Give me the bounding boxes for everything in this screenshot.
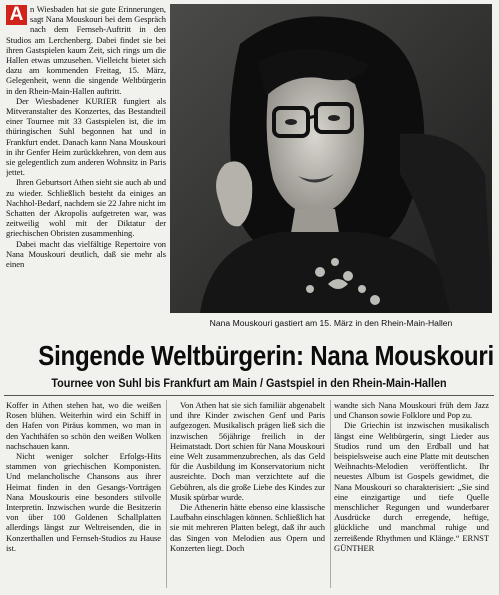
column-divider	[330, 400, 331, 588]
subheadline: Tournee von Suhl bis Frankfurt am Main / Gastspiel in den Rhein-Main-Hallen	[51, 376, 447, 390]
intro-paragraph-1: A n Wiesbaden hat sie gute Erinnerungen, sagt Nana Mouskouri bei dem Gespräch nach dem Fernseh-Auftritt in den Studios am Lerchenberg. Dabei findet sie bei ihren Gastspielen kaum Zeit, sich rings um die Hallen etwas umzusehen. Vielleicht bietet sich dazu am kommenden Freitag, 15. März, Gelegenheit, wenn die singende Weltbürgerin in den Rhein-Main-Hallen auftritt.	[6, 4, 166, 96]
column-divider	[166, 400, 167, 588]
col2-paragraph-1: Von Athen hat sie sich familiär abgenabelt und ihre Kinder zwischen Genf und Paris aufgezogen. Musikalisch prägen ließ sich die inzwischen 56jährige freilich in der Heimatstadt. Dort schien für Nana Mouskouri eine Welt zusammenzubrechen, als das Geld für die Ausbildung im Konservatorium nicht ausreichte. Doch man verzichtete auf die Gebühren, als die große Liebe des Kindes zur Musik spürbar wurde.	[170, 400, 325, 502]
intro-paragraph-4: Dabei macht das vielfältige Repertoire von Nana Mouskouri deutlich, daß sie mehr als einen	[6, 238, 166, 270]
intro-column	[6, 4, 166, 334]
col1-paragraph-2: Nicht weniger solcher Erfolgs-Hits stammen von griechischen Komponisten. Und melancholische Chansons aus ihrer Heimat finden in den Gesangs-Vorträgen Nana Mouskouris eine besonders stilvolle Interpretin. Inzwischen wurde die Besitzerin von über 100 Goldenen Schallplatten allerdings längst zur Weltreisenden, die in Konzerthallen und Fernseh-Studios zu Hause ist.	[6, 451, 161, 553]
body-column-1	[6, 400, 161, 590]
col1-paragraph-1: Koffer in Athen stehen hat, wo die weißen Rosen blühen. Weiterhin wird ein Schiff in den Hafen von Piräus kommen, wo man in den Yachthäfen so schön den weißen Wolken nachschauen kann.	[6, 400, 161, 451]
body-column-2	[170, 400, 325, 590]
body-column-3	[334, 400, 489, 590]
divider-rule	[4, 395, 494, 396]
headline: Singende Weltbürgerin: Nana Mouskouri	[38, 340, 494, 371]
drop-cap: A	[6, 5, 27, 25]
col2-paragraph-2: Die Athenerin hätte ebenso eine klassische Laufbahn einschlagen können. Schließlich hat sie mit mehreren Platten belegt, daß ihr auch das Singen von Melodien aus Opern und Konzerten liegt. Doch	[170, 502, 325, 553]
col3-paragraph-2: Die Griechin ist inzwischen musikalisch längst eine Weltbürgerin, singt Lieder aus Studios rund um den Erdball und hat beispielsweise auch eine Platte mit deutschen Weihnachts-Melodien veröffentlicht. Ihr neuestes Album ist Gospels gewidmet, die Nana Mouskouri so charakterisiert: „Sie sind eine einzigartige und tiefe Quelle menschlicher Regungen und wunderbarer Ausdrücke durch erregende, heftige, glückliche und manchmal ruhige und zerreißende Rhythmen und Klänge.“ ERNST GÜNTHER	[334, 420, 489, 553]
intro-paragraph-3: Ihren Geburtsort Athen sieht sie auch ab und zu wieder. Schließlich besteht da einiges an Nachhol-Bedarf, nachdem sie 22 Jahre nicht im Schatten der Akropolis aufgetreten war, was zeitweilig wohl mit der Diktatur der griechischen Obristen zusammenhing.	[6, 177, 166, 239]
author-signature: ERNST GÜNTHER	[334, 532, 489, 553]
col3-paragraph-1: wandte sich Nana Mouskouri früh dem Jazz und Chanson sowie Folklore und Pop zu.	[334, 400, 489, 421]
photo-caption: Nana Mouskouri gastiert am 15. März in den Rhein-Main-Hallen	[209, 318, 453, 328]
portrait-photo	[170, 4, 492, 313]
intro-paragraph-2: Der Wiesbadener KURIER fungiert als Mitveranstalter des Konzertes, das Bestandteil einer Tournee mit 33 Gastspielen ist, die im thüringischen Suhl begonnen hat und in Frankfurt endet. Danach kann Nana Mouskouri in ihr Genfer Heim zurückkehren, von dem aus sie gelegentlich zum anderen Wohnsitz in Paris jettet.	[6, 95, 166, 178]
portrait-photo-illustration	[170, 4, 492, 313]
